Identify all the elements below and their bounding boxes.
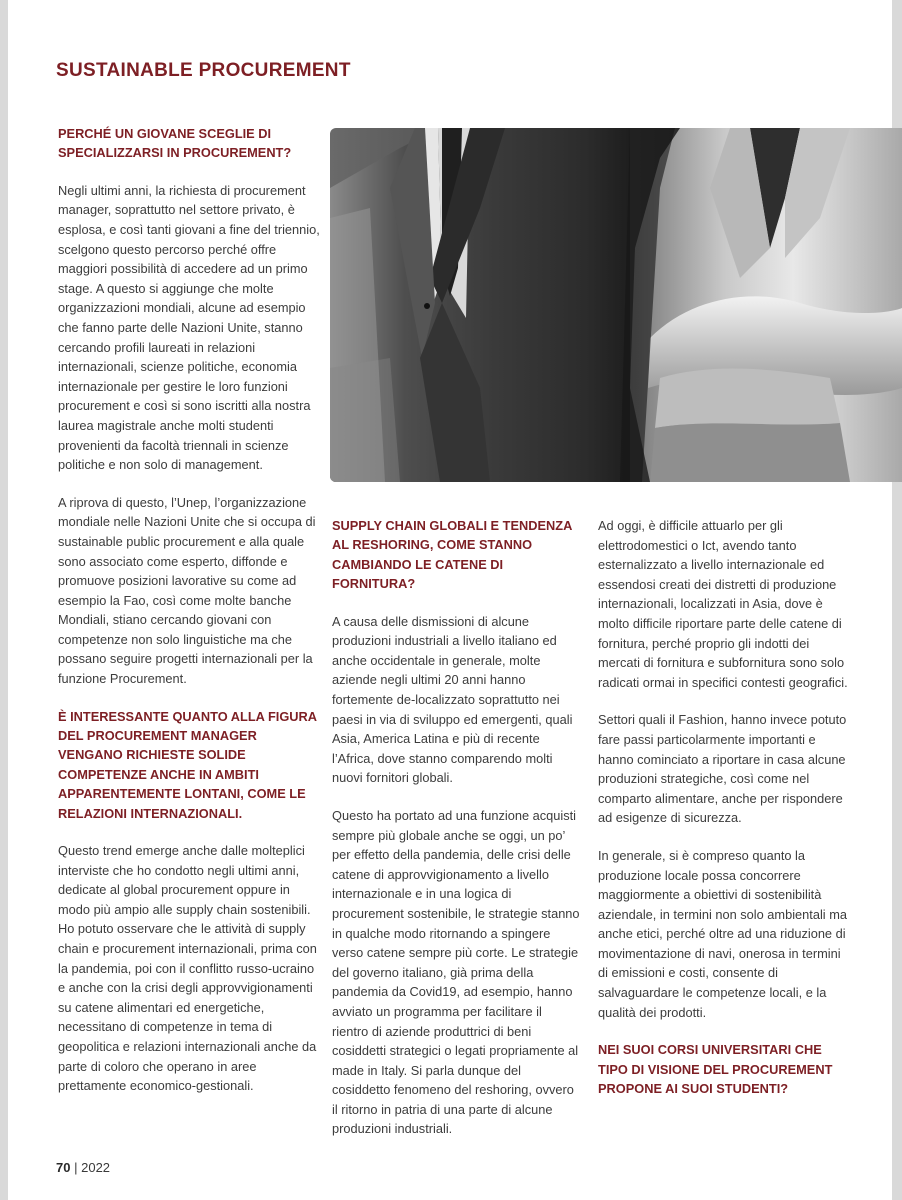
magazine-page [8, 0, 892, 1200]
paragraph: Questo trend emerge anche dalle molteplici interviste che ho condotto negli ultimi anni, dedicate al global procurement oppure in modo più ampio alle supply chain sostenibili. Ho potuto osservare che le attività di supply chain e procurement internazionali, prima con la pandemia, poi con il conflitto russo-ucraino e anche con la crisi degli approvvigionamenti su catene alimentari ed energetiche, necessitano di competenze in tema di geopolitica e relazioni internazionali anche da parte di coloro che operano in aree prettamente economico-gestionali. [58, 843, 317, 1094]
issue-year: 2022 [81, 1160, 111, 1175]
business-people-photo [330, 128, 902, 482]
paragraph: A causa delle dismissioni di alcune produzioni industriali a livello italiano ed anche occidentale in generale, molte aziende negli ultimi 20 anni hanno fortemente de-localizzato soprattutto nei paesi in via di sviluppo ed emergenti, quali Asia, America Latina e più di recente l’Africa, dove stanno comparendo molti nuovi fornitori globali. [332, 613, 573, 786]
page-number: 70 [56, 1160, 71, 1175]
section-title: SUSTAINABLE PROCUREMENT [56, 60, 351, 81]
paragraph: Ad oggi, è difficile attuarlo per gli elettrodomestici o Ict, avendo tanto esternalizzato a livello internazionale ed essendosi creati dei distretti di produzione internazionali, localizzati in Asia, dove è molto difficile riportare parte delle catene di fornitura, perché proprio gli indotti dei mercati di fornitura e subfornitura sono solo radicati ormai in specifici contesti geografici. [598, 518, 848, 690]
column-left [58, 124, 320, 1096]
paragraph: A riprova di questo, l’Unep, l’organizzazione mondiale nelle Nazioni Unite che si occupa di sustainable public procurement e alla quale sono associato come esperto, diffonde e promuove posizioni lavorative su come ad esempio la Fao, così come molte banche Mondiali, stiano cercando giovani con competenze non solo linguistiche ma che possano seguire progetti internazionali per la funzione Procurement. [58, 494, 316, 687]
heading-why-procurement: PERCHÉ UN GIOVANE SCEGLIE DI SPECIALIZZARSI IN PROCUREMENT? [58, 126, 292, 161]
column-middle [332, 516, 580, 1139]
page-footer [56, 1160, 110, 1175]
paragraph: Settori quali il Fashion, hanno invece potuto fare passi particolarmente importanti e hanno cominciato a riportare in casa alcune produzioni strategiche, così come nel comparto alimentare, anche per rispondere ad esigenze di sicurezza. [598, 712, 847, 826]
heading-supply-chain: SUPPLY CHAIN GLOBALI E TENDENZA AL RESHORING, COME STANNO CAMBIANDO LE CATENE DI FORNITURA? [332, 518, 572, 592]
footer-separator: | [74, 1160, 78, 1175]
heading-university-courses: NEI SUOI CORSI UNIVERSITARI CHE TIPO DI VISIONE DEL PROCUREMENT PROPONE AI SUOI STUDENTI? [598, 1042, 833, 1097]
paragraph: Negli ultimi anni, la richiesta di procurement manager, soprattutto nel settore privato, è esplosa, e così tanti giovani a fine del triennio, scelgono questo percorso perché offre maggiori possibilità di accedere ad un primo stage. A questo si aggiunge che molte organizzazioni mondiali, alcune ad esempio che fanno parte delle Nazioni Unite, stanno cercando profili laureati in relazioni internazionali, scienze politiche, economia internazionale per gestire le loro funzioni procurement e così si sono iscritti alla nostra laurea magistrale anche molti studenti provenienti da facoltà triennali in scienze politiche e non solo di management. [58, 182, 320, 473]
pull-quote: È INTERESSANTE QUANTO ALLA FIGURA DEL PROCUREMENT MANAGER VENGANO RICHIESTE SOLIDE COMPETENZE ANCHE IN AMBITI APPARENTEMENTE LONTANI, COME LE RELAZIONI INTERNAZIONALI. [58, 708, 317, 821]
column-right [598, 516, 848, 1098]
paragraph: In generale, si è compreso quanto la produzione locale possa concorrere maggiormente a obiettivi di sostenibilità aziendale, in termini non solo ambientali ma anche etici, perché oltre ad una riduzione di movimentazione di navi, onerosa in termini di emissioni e costi, consente di salvaguardare le competenze locali, e la qualità dei prodotti. [598, 847, 847, 1020]
paragraph: Questo ha portato ad una funzione acquisti sempre più globale anche se oggi, un po’ per effetto della pandemia, delle crisi delle catene di approvvigionamento a livello internazionale e in una logica di procurement sostenibile, le strategie stanno in qualche modo ritornando a spingere verso catene sempre più corte. Le strategie del governo italiano, già prima della pandemia da Covid19, ad esempio, hanno avviato un programma per facilitare il rientro di aziende produttrici di beni cosiddetti strategici o legati propriamente al made in Italy. Si parla dunque del cosiddetto fenomeno del reshoring, ovvero il ritorno in patria di una parte di alcune produzioni industriali. [332, 807, 580, 1137]
